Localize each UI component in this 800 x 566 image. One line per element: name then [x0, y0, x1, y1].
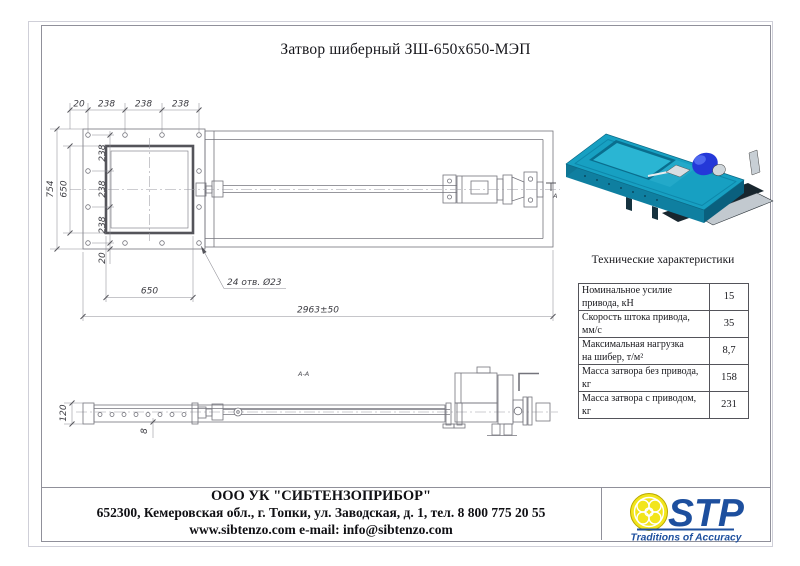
spec-label: Номинальное усилие привода, кН: [582, 285, 673, 309]
dim-20-chain: 20: [98, 252, 108, 264]
stp-logo-tagline: Traditions of Accuracy: [630, 532, 742, 544]
footer-address: 652300, Кемеровская обл., г. Топки, ул. Заводская, д. 1, тел. 8 800 775 20 55: [96, 505, 546, 521]
holes-note: 24 отв. Ø23: [227, 278, 282, 288]
dim-238-top-3: 238: [171, 99, 190, 110]
spec-value: 15: [710, 284, 749, 311]
spec-row: [579, 392, 749, 419]
footer-company-block: [41, 487, 601, 540]
spec-row: [579, 284, 749, 311]
stp-logo: [630, 492, 744, 544]
section-letter: А: [553, 192, 558, 200]
spec-label: Скорость штока привода, мм/с: [582, 312, 690, 336]
footer-contacts: www.sibtenzo.com e-mail: info@sibtenzo.com: [189, 522, 453, 538]
dim-238-top-1: 238: [97, 99, 116, 110]
specs-heading: Технические характеристики: [591, 254, 735, 266]
dim-total-length: 2963±50: [297, 305, 339, 316]
section-mark-a: [546, 183, 557, 200]
spec-value: 35: [710, 311, 749, 338]
section-label: А-А: [298, 370, 310, 378]
dim-120: 120: [59, 404, 69, 422]
dim-650-vertical: 650: [59, 180, 70, 198]
spec-row: [579, 338, 749, 365]
spec-row: [579, 365, 749, 392]
spec-label: Масса затвора без привода, кг: [582, 366, 699, 390]
footer-divider: [601, 487, 602, 540]
dim-238-chain-3: 238: [98, 216, 108, 234]
spec-row: [579, 311, 749, 338]
spec-value: 158: [710, 365, 749, 392]
drawing-title: Затвор шиберный ЗШ-650х650-МЭП: [280, 41, 531, 58]
footer-company-name: ООО УК "СИБТЕНЗОПРИБОР": [210, 487, 432, 504]
product-3d-render: [566, 134, 773, 225]
spec-label: Масса затвора с приводом, кг: [582, 393, 697, 417]
specs-table: [578, 283, 749, 419]
dim-650-horizontal: 650: [140, 286, 159, 297]
spec-label-line2: на шибер, т/м²: [582, 352, 644, 363]
dim-20-top: 20: [73, 99, 85, 110]
dim-238-chain-1: 238: [98, 144, 108, 162]
spec-value: 8,7: [710, 338, 749, 365]
main-top-view-drawing: [46, 100, 560, 322]
stp-logo-text: STP: [668, 492, 744, 535]
dim-754: 754: [46, 180, 56, 198]
spec-value: 231: [710, 392, 749, 419]
dim-238-top-2: 238: [134, 99, 153, 110]
dim-238-chain-2: 238: [98, 180, 108, 198]
spec-label: Максимальная нагрузка: [582, 339, 684, 350]
stp-emblem-icon: [631, 494, 668, 531]
dim-8: 8: [140, 428, 150, 434]
side-view-drawing: [59, 367, 558, 438]
